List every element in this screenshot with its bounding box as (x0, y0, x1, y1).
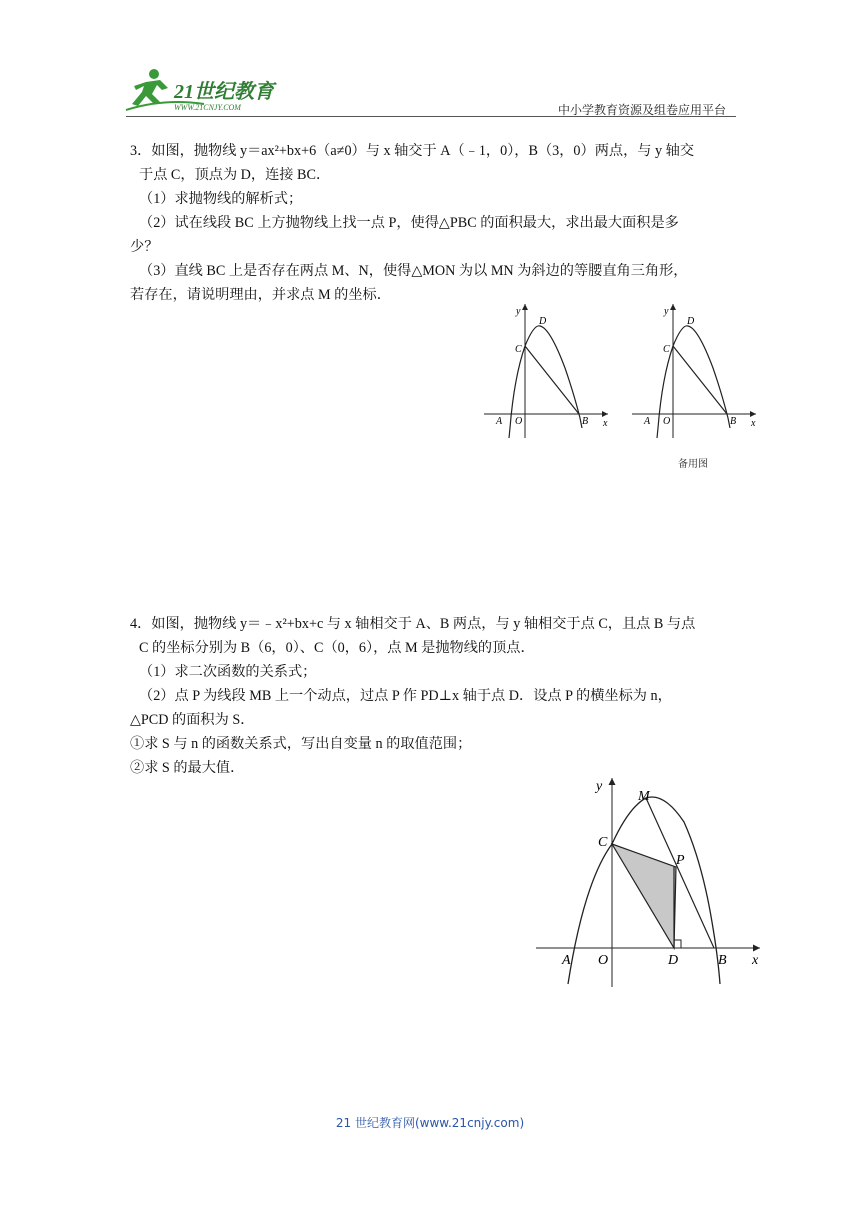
svg-text:M: M (638, 789, 650, 804)
svg-text:C: C (663, 344, 670, 355)
svg-text:C: C (515, 344, 522, 355)
logo-url: WWW.21CNJY.COM (174, 103, 241, 112)
svg-text:O: O (515, 416, 523, 427)
svg-text:D: D (687, 316, 695, 327)
svg-text:D: D (539, 316, 547, 327)
q3-part2: （2）试在线段 BC 上方抛物线上找一点 P，使得△PBC 的面积最大，求出最大面积是多 (139, 215, 679, 231)
logo-text: 21世纪教育 (174, 81, 274, 103)
svg-text:B: B (582, 416, 589, 427)
svg-text:O: O (598, 953, 609, 968)
q3-part2-cont: 少？ (130, 239, 159, 255)
q4-part2: （2）点 P 为线段 MB 上一个动点，过点 P 作 PD⊥x 轴于点 D．设点 P 的横坐标为 n， (139, 688, 672, 704)
svg-text:A: A (562, 953, 571, 968)
backup-figure-caption: 备用图 (678, 459, 708, 470)
svg-text:y: y (516, 306, 521, 317)
q4-sub1: ①求 S 与 n 的函数关系式，写出自变量 n 的取值范围； (130, 736, 472, 752)
svg-text:B: B (730, 416, 737, 427)
svg-text:y: y (664, 306, 669, 317)
svg-text:x: x (751, 418, 756, 429)
q3-part1: （1）求抛物线的解析式； (139, 191, 303, 207)
question-3 (130, 139, 734, 307)
q3-line1: 3．如图，抛物线 y＝ax²+bx+6（a≠0）与 x 轴交于 A（﹣1，0），B（3，0）两点，与 y 轴交 (130, 143, 695, 159)
platform-title: 中小学教育资源及组卷应用平台 (557, 103, 726, 117)
q4-line1: 4．如图，抛物线 y＝﹣x²+bx+c 与 x 轴相交于 A、B 两点，与 y 轴相交于点 C，且点 B 与点 (130, 616, 696, 632)
q3-figures (480, 298, 765, 438)
q3-line2: 于点 C，顶点为 D，连接 BC． (139, 167, 331, 183)
svg-text:x: x (752, 953, 759, 968)
q3-part3: （3）直线 BC 上是否存在两点 M、N，使得△MON 为以 MN 为斜边的等腰直角三角形， (139, 263, 688, 279)
q3-equation: y＝ax²+bx+6（a≠0） (239, 143, 366, 159)
q4-sub2: ②求 S 的最大值． (130, 760, 245, 776)
q3-figure-main (484, 304, 608, 438)
svg-text:D: D (668, 953, 679, 968)
svg-text:x: x (603, 418, 608, 429)
site-logo (124, 64, 304, 116)
q4-figure (534, 772, 769, 987)
svg-text:P: P (676, 853, 685, 868)
q4-line2: C 的坐标分别为 B（6，0）、C（0，6），点 M 是抛物线的顶点． (139, 640, 535, 656)
svg-text:C: C (598, 835, 608, 850)
svg-text:A: A (496, 416, 503, 427)
svg-text:O: O (663, 416, 671, 427)
q3-figure-backup (632, 304, 756, 438)
q4-part1: （1）求二次函数的关系式； (139, 664, 317, 680)
svg-text:y: y (596, 779, 603, 794)
q4-part2-cont: △PCD 的面积为 S． (130, 712, 255, 728)
svg-text:A: A (644, 416, 651, 427)
footer-link[interactable]: 21 世纪教育网(www.21cnjy.com) (335, 1116, 525, 1130)
triangle-pcd (612, 844, 676, 948)
q3-part3-cont: 若存在，请说明理由，并求点 M 的坐标． (130, 287, 391, 303)
svg-text:B: B (718, 953, 727, 968)
question-4 (130, 612, 734, 780)
header-divider (126, 116, 736, 117)
